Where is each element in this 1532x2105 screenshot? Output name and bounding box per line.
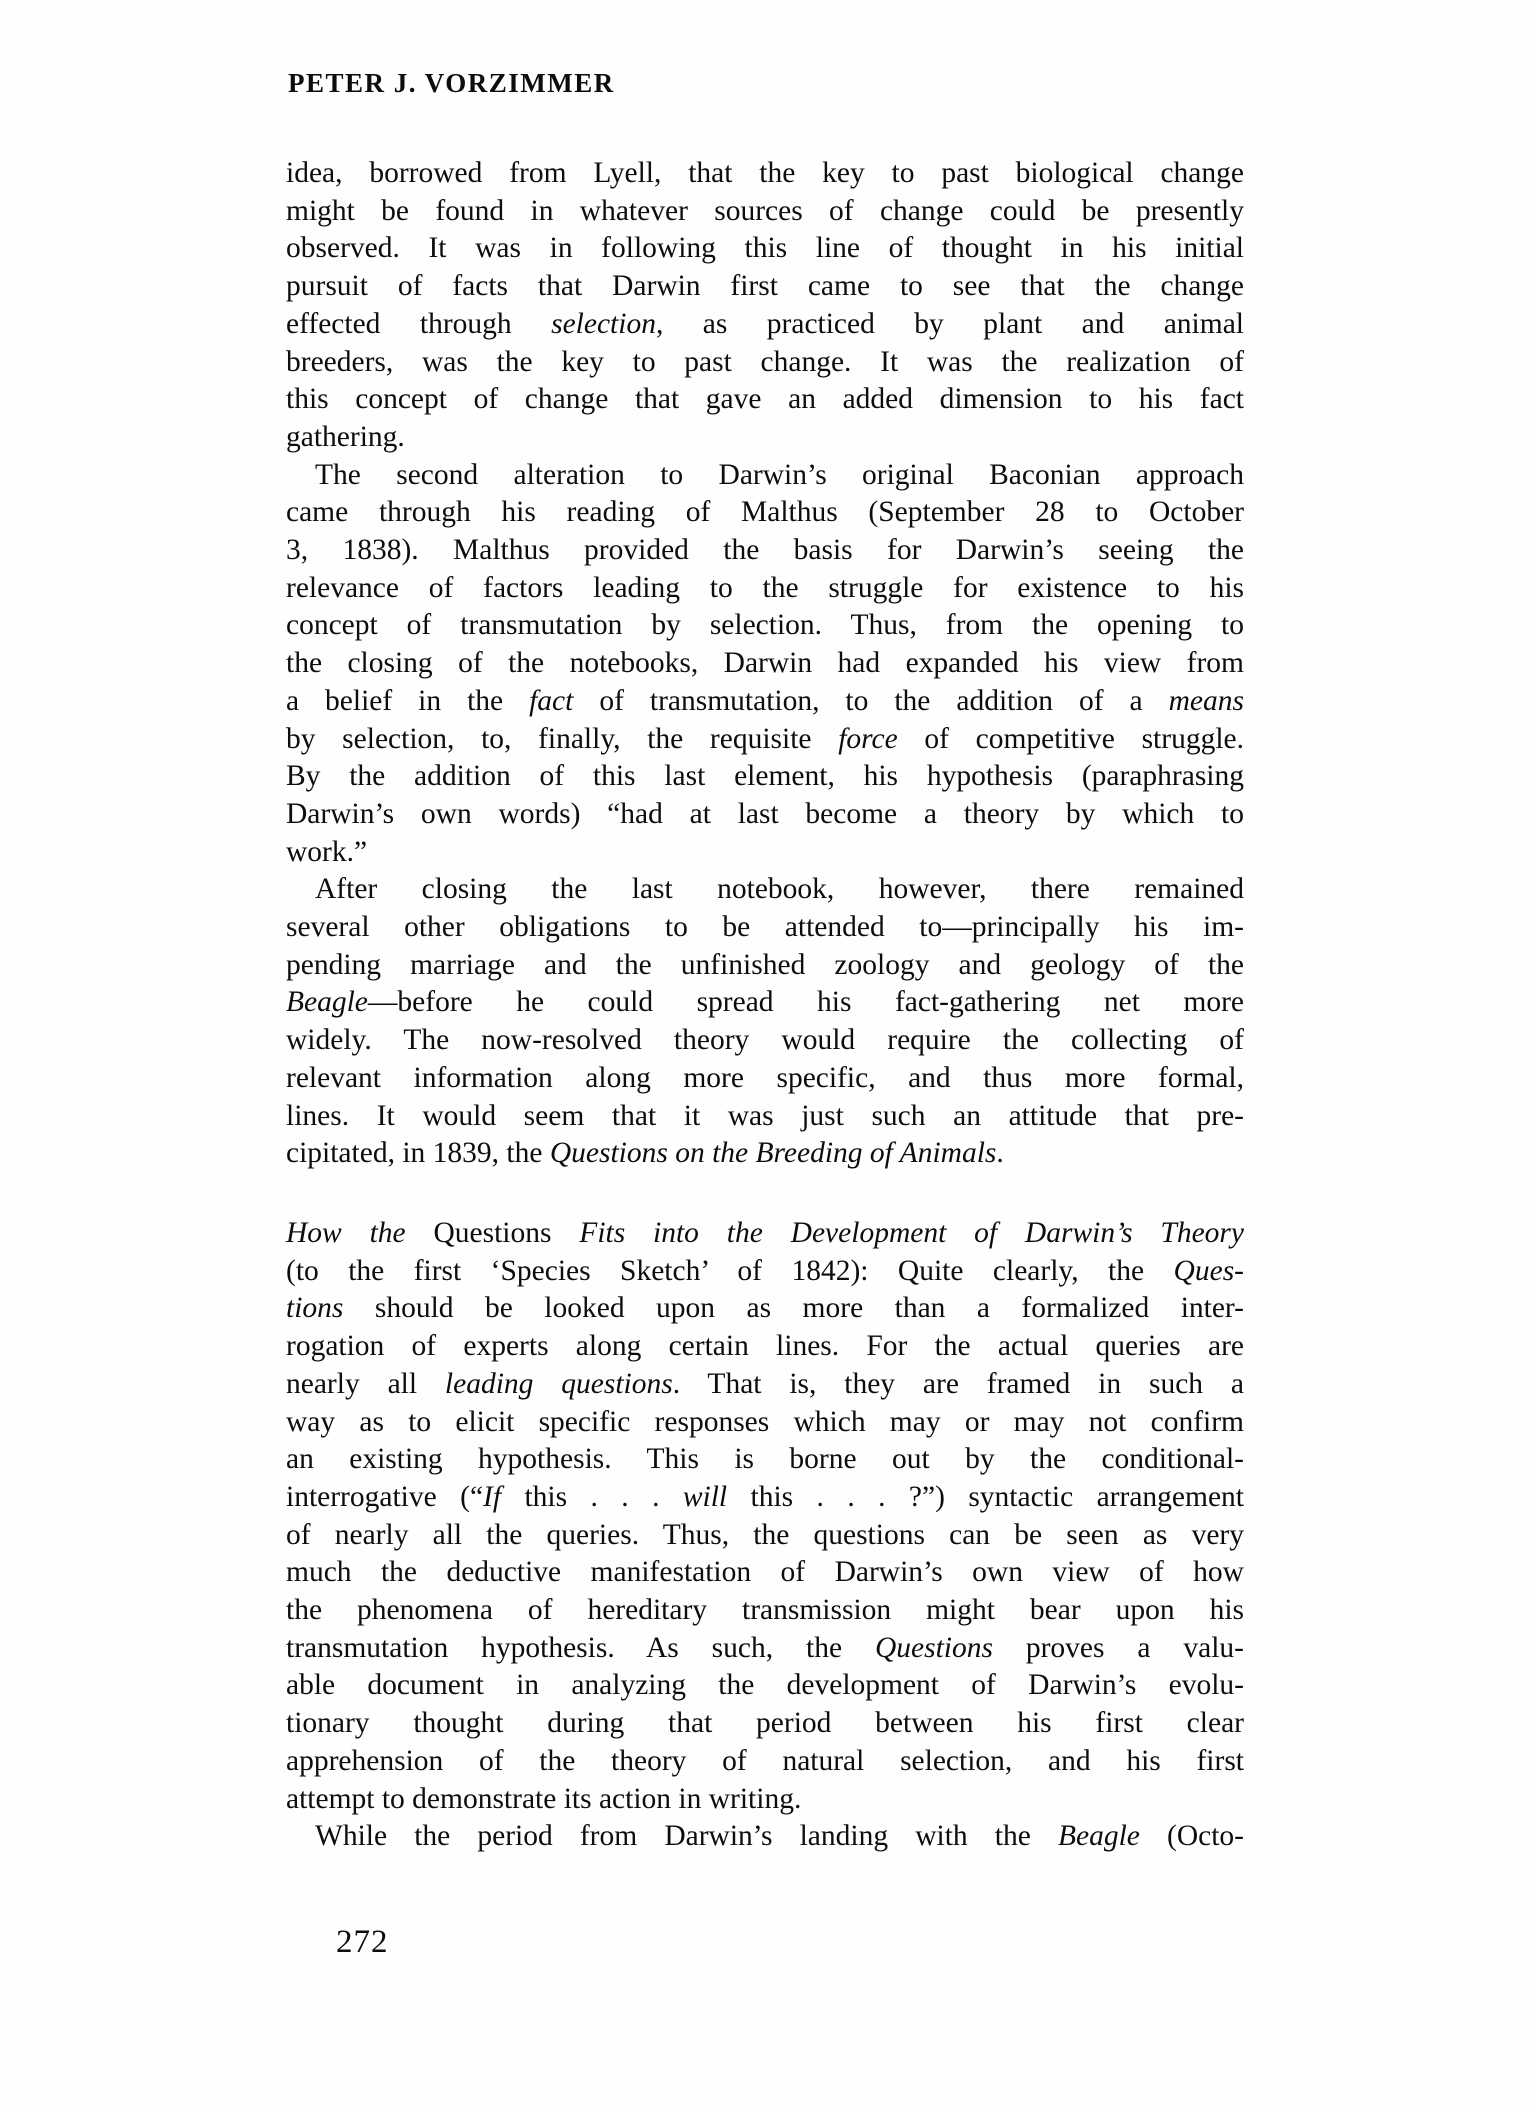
text-segment: attempt to demonstrate its action in writing. (286, 1782, 802, 1815)
text-segment: widely. The now-resolved theory would require the collecting of (286, 1024, 1244, 1057)
text-segment: idea, borrowed from Lyell, that the key to past biological change (286, 157, 1244, 189)
text-line (286, 1215, 1244, 1253)
text-line (286, 381, 1244, 419)
text-line (286, 721, 1244, 759)
text-segment: work.” (286, 835, 368, 868)
page-number: 272 (336, 1924, 389, 1960)
text-segment: apprehension of the theory of natural selection, and his first (286, 1744, 1244, 1777)
text-segment: gathering. (286, 420, 405, 453)
text-segment: this . . . ?”) syntactic arrangement (727, 1480, 1244, 1513)
text-segment: an existing hypothesis. This is borne out by the conditional- (286, 1443, 1244, 1476)
text-line (286, 1592, 1244, 1630)
text-segment: interrogative (“ (286, 1480, 484, 1513)
text-line (286, 419, 1244, 457)
text-line (286, 683, 1244, 721)
text-segment: came through his reading of Malthus (September 28 to October (286, 496, 1244, 529)
text-segment: way as to elicit specific responses which may or may not confirm (286, 1405, 1244, 1438)
italic-text: Fits into the Development of Darwin’s Theory (551, 1216, 1244, 1249)
paragraph (286, 1215, 1244, 1818)
text-segment: relevance of factors leading to the struggle for existence to his (286, 571, 1244, 604)
text-segment: by selection, to, finally, the requisite (286, 722, 839, 755)
text-line (286, 532, 1244, 570)
text-segment: After closing the last notebook, however, there remained (315, 873, 1244, 906)
text-segment: effected through (286, 307, 552, 340)
text-line (286, 645, 1244, 683)
text-segment: relevant information along more specific, and thus more formal, (286, 1061, 1244, 1094)
paragraph (286, 871, 1244, 1173)
text-segment: might be found in whatever sources of change could be presently (286, 194, 1244, 227)
italic-text: Beagle (1057, 1820, 1140, 1853)
text-segment: . (996, 1137, 1004, 1170)
text-segment: the closing of the notebooks, Darwin had expanded his view from (286, 647, 1244, 680)
text-segment: a belief in the (286, 684, 530, 717)
italic-text: selection (551, 307, 656, 340)
page-body (286, 155, 1244, 1856)
text-segment: Darwin’s own words) “had at last become a theory by which to (286, 797, 1244, 830)
text-line (286, 230, 1244, 268)
italic-text: If (483, 1480, 502, 1513)
paragraph (286, 457, 1244, 872)
text-line (286, 1667, 1244, 1705)
text-line (286, 1253, 1244, 1291)
text-line (286, 494, 1244, 532)
italic-text: means (1168, 684, 1244, 717)
text-line (286, 834, 1244, 872)
text-line (286, 1290, 1244, 1328)
text-segment: (to the first ‘Species Sketch’ of 1842): Quite clearly, the (286, 1254, 1174, 1287)
text-segment: should be looked upon as more than a formalized inter- (343, 1292, 1244, 1325)
text-line (286, 306, 1244, 344)
text-line (286, 871, 1244, 909)
text-line (286, 1328, 1244, 1366)
text-segment: observed. It was in following this line of thought in his initial (286, 232, 1244, 265)
running-header: PETER J. VORZIMMER (288, 68, 615, 98)
text-segment: By the addition of this last element, his hypothesis (paraphrasing (286, 760, 1244, 793)
text-line (286, 1022, 1244, 1060)
text-line (286, 1517, 1244, 1555)
text-segment: breeders, was the key to past change. It was the realization of (286, 345, 1244, 378)
text-segment: several other obligations to be attended to—principally his im- (286, 911, 1244, 944)
text-line (286, 193, 1244, 231)
text-segment: of transmutation, to the addition of a (573, 684, 1169, 717)
paragraph (286, 155, 1244, 457)
text-line (286, 155, 1244, 193)
text-line (286, 457, 1244, 495)
text-line (286, 1743, 1244, 1781)
text-segment: of nearly all the queries. Thus, the questions can be seen as very (286, 1518, 1244, 1551)
text-line (286, 1781, 1244, 1819)
text-segment: —before he could spread his fact-gathering net more (367, 986, 1244, 1019)
text-line (286, 1060, 1244, 1098)
text-segment: rogation of experts along certain lines. For the actual queries are (286, 1330, 1244, 1363)
paragraph (286, 1818, 1244, 1856)
text-line (286, 758, 1244, 796)
text-line (286, 1554, 1244, 1592)
text-segment: this . . . (501, 1480, 683, 1513)
text-segment: nearly all (286, 1367, 445, 1400)
text-line (286, 268, 1244, 306)
text-segment: proves a valu- (992, 1631, 1245, 1664)
text-segment: While the period from Darwin’s landing with the (315, 1820, 1058, 1853)
italic-text: Ques- (1173, 1254, 1244, 1287)
text-segment: able document in analyzing the development of Darwin’s evolu- (286, 1669, 1244, 1702)
text-segment: concept of transmutation by selection. Thus, from the opening to (286, 609, 1244, 642)
text-segment: lines. It would seem that it was just such an attitude that pre- (286, 1099, 1244, 1132)
text-line (286, 1479, 1244, 1517)
text-line (286, 1404, 1244, 1442)
text-segment: The second alteration to Darwin’s original Baconian approach (315, 458, 1244, 491)
text-line (286, 1630, 1244, 1668)
text-line (286, 1366, 1244, 1404)
italic-text: tions (286, 1292, 344, 1325)
text-line (286, 570, 1244, 608)
italic-text: leading questions (444, 1367, 673, 1400)
italic-text: force (838, 722, 898, 755)
italic-text: Questions on the Breeding of Animals (549, 1137, 997, 1170)
text-segment: Questions (433, 1216, 552, 1249)
text-segment: cipitated, in 1839, the (286, 1137, 550, 1170)
text-segment: tionary thought during that period between his first clear (286, 1707, 1244, 1740)
text-segment: pending marriage and the unfinished zoology and geology of the (286, 948, 1244, 981)
italic-text: Beagle (286, 986, 368, 1019)
text-line (286, 947, 1244, 985)
text-line (286, 796, 1244, 834)
text-line (286, 1441, 1244, 1479)
italic-text: will (682, 1480, 728, 1513)
text-segment: . That is, they are framed in such a (672, 1367, 1244, 1400)
text-line (286, 1135, 1244, 1173)
italic-text: Questions (874, 1631, 993, 1664)
text-segment: 3, 1838). Malthus provided the basis for Darwin’s seeing the (286, 534, 1244, 567)
text-line (286, 909, 1244, 947)
text-segment: , as practiced by plant and animal (655, 307, 1244, 340)
italic-text: How the (286, 1216, 434, 1249)
text-segment: pursuit of facts that Darwin first came to see that the change (286, 270, 1244, 303)
text-line (286, 984, 1244, 1022)
text-line (286, 344, 1244, 382)
text-segment: this concept of change that gave an added dimension to his fact (286, 383, 1244, 416)
text-line (286, 1098, 1244, 1136)
text-line (286, 607, 1244, 645)
text-segment: of competitive struggle. (897, 722, 1244, 755)
text-segment: the phenomena of hereditary transmission might bear upon his (286, 1594, 1244, 1627)
italic-text: fact (529, 684, 574, 717)
text-segment: transmutation hypothesis. As such, the (286, 1631, 875, 1664)
text-segment: much the deductive manifestation of Darwin’s own view of how (286, 1556, 1244, 1589)
text-line (286, 1818, 1244, 1856)
text-line (286, 1705, 1244, 1743)
text-segment: (Octo- (1139, 1820, 1244, 1853)
